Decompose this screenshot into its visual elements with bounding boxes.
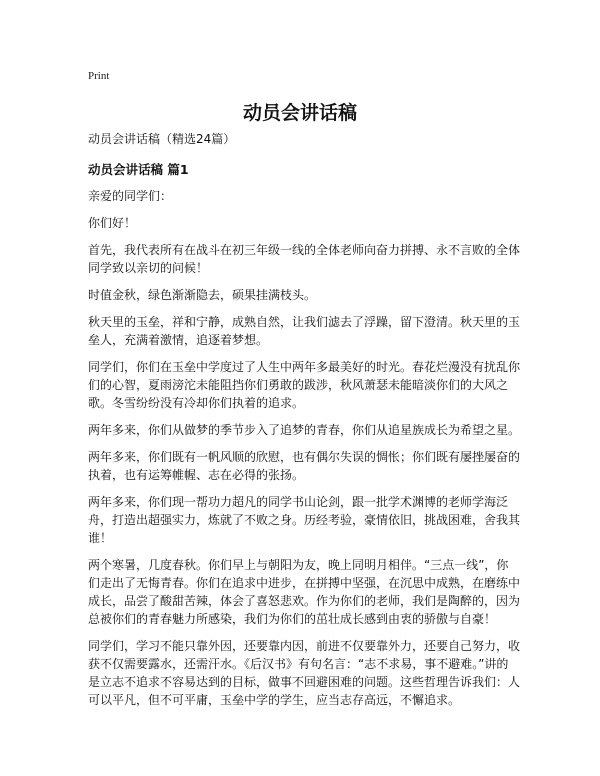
paragraph-autumn: 时值金秋，绿色渐渐隐去，硕果挂满枝头。 (88, 288, 317, 302)
paragraph-two-years-1: 两年多来，你们从做梦的季节步入了追梦的青春，你们从追星族成长为希望之星。 (88, 423, 521, 437)
print-link[interactable]: Print (88, 70, 110, 82)
document-subtitle: 动员会讲话稿（精选24篇） (88, 132, 236, 146)
paragraph-intro: 首先，我代表所有在战斗在初三年级一线的全体老师向奋力拼搏、永不言败的全体同学致以亲切的问候！ (88, 243, 521, 275)
paragraph-seasons: 两个寒暑，几度春秋。你们早上与朝阳为友，晚上同明月相伴。“三点一线”，你们走出了无悔青春。你们在追求中进步，在拼搏中坚强，在沉思中成熟，在磨练中成长，品尝了酸甜苦辣，体会了喜怒悲欢。作为你们的老师，我们是陶醉的，因为总被你们的青春魅力所感染，我们为你们的茁壮成长感到由衷的骄傲与自豪！ (88, 558, 521, 626)
paragraph-greeting: 亲爱的同学们： (88, 189, 173, 203)
paragraph-hello: 你们好！ (88, 216, 137, 230)
document-title: 动员会讲话稿 (242, 102, 357, 124)
section-heading: 动员会讲话稿 篇1 (88, 162, 189, 177)
paragraph-study: 同学们，学习不能只靠外因，还要靠内因，前进不仅要靠外力，还要自己努力，收获不仅需要露水，还需汗水。《后汉书》有句名言：“志不求易，事不避难。”讲的是立志不追求不容易达到的目标，做事不回避困难的问题。这些哲理告诉我们：人可以平凡，但不可平庸，玉垒中学的学生，应当志存高远，不懈追求。 (88, 639, 521, 707)
paragraph-two-years-2: 两年多来，你们既有一帆风顺的欣慰，也有偶尔失误的惆怅；你们既有屡挫屡奋的执着，也有运筹帷幄、志在必得的张扬。 (88, 450, 521, 482)
paragraph-two-years-3: 两年多来，你们现一帮功力超凡的同学书山论剑，跟一批学术渊博的老师学海泛舟，打造出超强实力，炼就了不败之身。历经考验，豪情依旧，挑战困难，舍我其谁！ (88, 495, 521, 545)
paragraph-yulei: 秋天里的玉垒，祥和宁静，成熟自然，让我们滤去了浮躁，留下澄清。秋天里的玉垒人，充满着激情，追逐着梦想。 (88, 315, 521, 347)
paragraph-classmates: 同学们，你们在玉垒中学度过了人生中两年多最美好的时光。春花烂漫没有扰乱你们的心智，夏雨滂沱未能阻挡你们勇敢的跋涉，秋风萧瑟未能暗淡你们的大风之歌。冬雪纷纷没有冷却你们执着的追求。 (88, 360, 521, 410)
